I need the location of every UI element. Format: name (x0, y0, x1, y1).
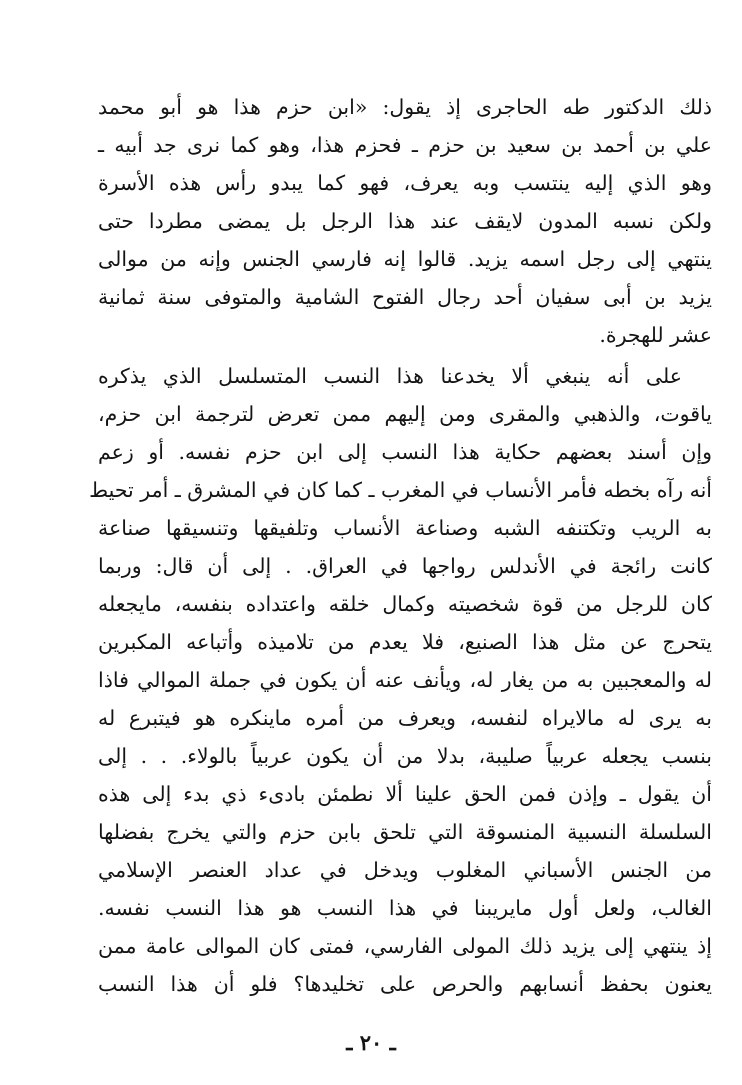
text-line: ولكن نسبه المدون لايقف عند هذا الرجل بل يمضى مطردا حتى (98, 209, 712, 233)
text-line: كانت رائجة في الأندلس رواجها في العراق. . إلى أن قال: وربما (98, 554, 712, 578)
text-line: به الريب وتكتنفه الشبه وصناعة الأنساب وتلفيقها وتنسيقها صناعة (98, 516, 712, 540)
text-line: ذلك الدكتور طه الحاجرى إذ يقول: «ابن حزم هذا هو أبو محمد (98, 95, 712, 119)
text-line: السلسلة النسبية المنسوقة التي تلحق بابن حزم والتي يخرج بفضلها (98, 820, 712, 844)
text-line: عشر للهجرة. (599, 323, 712, 347)
page-number: ـ ٢٠ ـ (346, 1030, 396, 1055)
text-line: به يرى له مالايراه لنفسه، ويعرف من أمره ماينكره هو فيتبرع له (98, 706, 712, 730)
text-line: أن يقول ـ وإذن فمن الحق علينا ألا نطمئن بادىء ذي بدء إلى هذه (98, 782, 712, 806)
text-line: من الجنس الأسباني المغلوب ويدخل في عداد العنصر الإسلامي (98, 858, 712, 882)
text-line: علي بن أحمد بن سعيد بن حزم ـ فحزم هذا، وهو كما نرى جد أبيه ـ (98, 133, 712, 157)
text-line: ياقوت، والذهبي والمقرى ومن إليهم ممن تعرض لترجمة ابن حزم، (98, 402, 712, 426)
text-line: كان للرجل من قوة شخصيته وكمال خلقه واعتداده بنفسه، مايجعله (98, 592, 712, 616)
text-line: يزيد بن أبى سفيان أحد رجال الفتوح الشامية والمتوفى سنة ثمانية (98, 285, 712, 309)
text-line: الغالب، ولعل أول مايريبنا في هذا النسب هو هذا النسب نفسه. (98, 896, 712, 920)
text-line: وإن أسند بعضهم حكاية هذا النسب إلى ابن حزم نفسه. أو زعم (98, 440, 712, 464)
text-line: إذ ينتهي إلى يزيد ذلك المولى الفارسي، فمتى كان الموالى عامة ممن (98, 934, 712, 958)
text-line: بنسب يجعله عربياً صليبة، بدلا من أن يكون عربياً بالولاء. . . إلى (98, 744, 712, 768)
text-line: أنه رآه بخطه فأمر الأنساب في المغرب ـ كما كان في المشرق ـ أمر تحيط (89, 478, 712, 502)
text-line: ينتهي إلى رجل اسمه يزيد. قالوا إنه فارسي الجنس وإنه من موالى (98, 247, 712, 271)
text-line: يتحرج عن مثل هذا الصنيع، فلا يعدم من تلاميذه وأتباعه المكبرين (98, 630, 712, 654)
text-line: وهو الذي إليه ينتسب وبه يعرف، فهو كما يبدو رأس هذه الأسرة (98, 171, 712, 195)
text-line: يعنون بحفظ أنسابهم والحرص على تخليدها؟ فلو أن هذا النسب (98, 972, 712, 996)
text-line: له والمعجبين به من يغار له، ويأنف عنه أن يكون في جملة الموالي فاذا (98, 668, 712, 692)
text-line: على أنه ينبغي ألا يخدعنا هذا النسب المتسلسل الذي يذكره (98, 364, 682, 388)
